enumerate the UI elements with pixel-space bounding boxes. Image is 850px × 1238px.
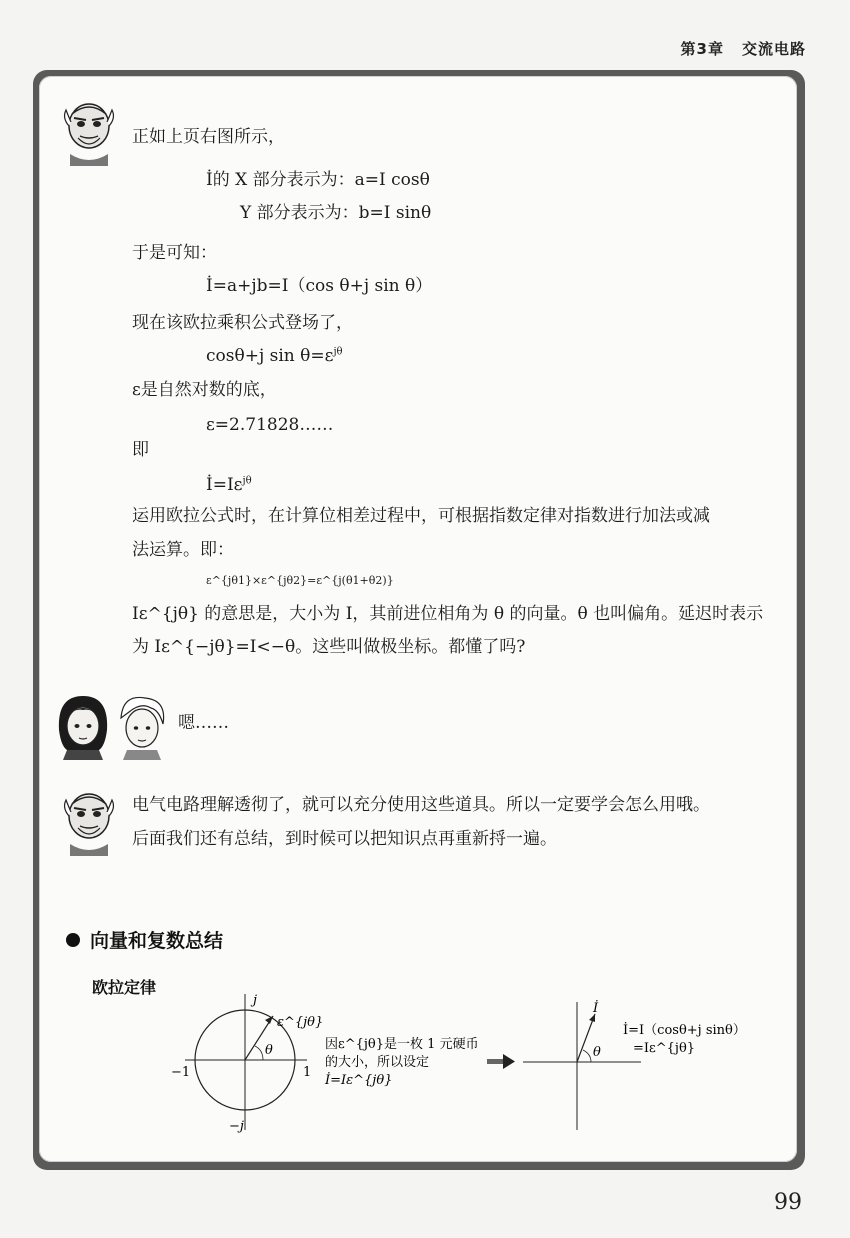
- axis-label-neg1: −1: [171, 1065, 191, 1080]
- section-bullet-icon: [66, 933, 80, 947]
- phasor-eq-line2: =Iε^{jθ}: [633, 1041, 696, 1056]
- professor-avatar-icon: [58, 786, 120, 856]
- diagram-note-line1: 因ε^{jθ}是一枚 1 元硬币: [325, 1037, 479, 1052]
- vector-label-eps: ε^{jθ}: [277, 1015, 324, 1030]
- dialog-summary-line2: 后面我们还有总结，到时候可以把知识点再重新捋一遍。: [132, 829, 557, 849]
- text-euler-intro: 现在该欧拉乘积公式登场了，: [132, 313, 353, 333]
- students-avatar-icon: [55, 690, 170, 760]
- diagram-note-line3: İ=Iε^{jθ}: [325, 1073, 393, 1088]
- eq-polar: $İ=I\varepsilon^{j\theta}$: [206, 475, 252, 495]
- para-line1: 运用欧拉公式时，在计算位相差过程中，可根据指数定律对指数进行加法或减: [132, 506, 710, 526]
- eq-x-part: İ的 X 部分表示为：a=I cosθ: [206, 170, 430, 190]
- page-number: 99: [774, 1190, 802, 1215]
- text-so: 于是可知：: [132, 243, 217, 263]
- phasor-label-theta: θ: [593, 1045, 601, 1060]
- arrow-right-icon: [487, 1054, 515, 1069]
- dialog-intro: 正如上页右图所示，: [132, 127, 285, 147]
- eq-complex-current: İ=a+jb=I（cos θ+j sin θ）: [206, 276, 433, 296]
- axis-label-neg-j: −j: [229, 1119, 244, 1134]
- dialog-hmm: 嗯……: [178, 713, 229, 733]
- text-eps-intro: ε是自然对数的底，: [132, 380, 277, 400]
- para-line2: 法运算。即：: [132, 540, 234, 560]
- section-subtitle: 欧拉定律: [92, 978, 157, 997]
- section-title: 向量和复数总结: [90, 930, 224, 952]
- axis-label-1: 1: [303, 1065, 312, 1080]
- eq-exponent-rule: ε^{jθ1}×ε^{jθ2}=ε^{j(θ1+θ2)}: [206, 574, 394, 587]
- phasor-label-i: İ: [593, 1001, 599, 1016]
- para-line4: 为 Iε^{−jθ}=I<−θ。这些叫做极坐标。都懂了吗?: [132, 637, 526, 657]
- axis-label-j: j: [253, 993, 258, 1008]
- angle-label-theta: θ: [265, 1043, 273, 1058]
- eq-eps-value: ε=2.71828……: [206, 415, 334, 435]
- eq-euler: cosθ+j $\sin \theta=\varepsilon^{j\theta}$: [206, 346, 343, 366]
- running-header: [681, 38, 806, 59]
- euler-diagram: [165, 990, 805, 1140]
- dialog-summary-line1: 电气电路理解透彻了，就可以充分使用这些道具。所以一定要学会怎么用哦。: [132, 795, 710, 815]
- eq-y-part: Y 部分表示为：b=I sinθ: [240, 203, 432, 223]
- professor-avatar-icon: [58, 96, 120, 166]
- para-line3: Iε^{jθ} 的意思是，大小为 I，其前进位相角为 θ 的向量。θ 也叫偏角。延迟时表示: [132, 604, 764, 624]
- phasor-plot: [523, 1002, 641, 1130]
- phasor-eq-line1: İ=I（cosθ+j sinθ）: [623, 1023, 746, 1038]
- diagram-note-line2: 的大小，所以设定: [325, 1055, 430, 1070]
- text-ie: 即: [132, 440, 149, 460]
- chapter-number: 第3章: [680, 40, 724, 58]
- chapter-title: 交流电路: [741, 40, 806, 58]
